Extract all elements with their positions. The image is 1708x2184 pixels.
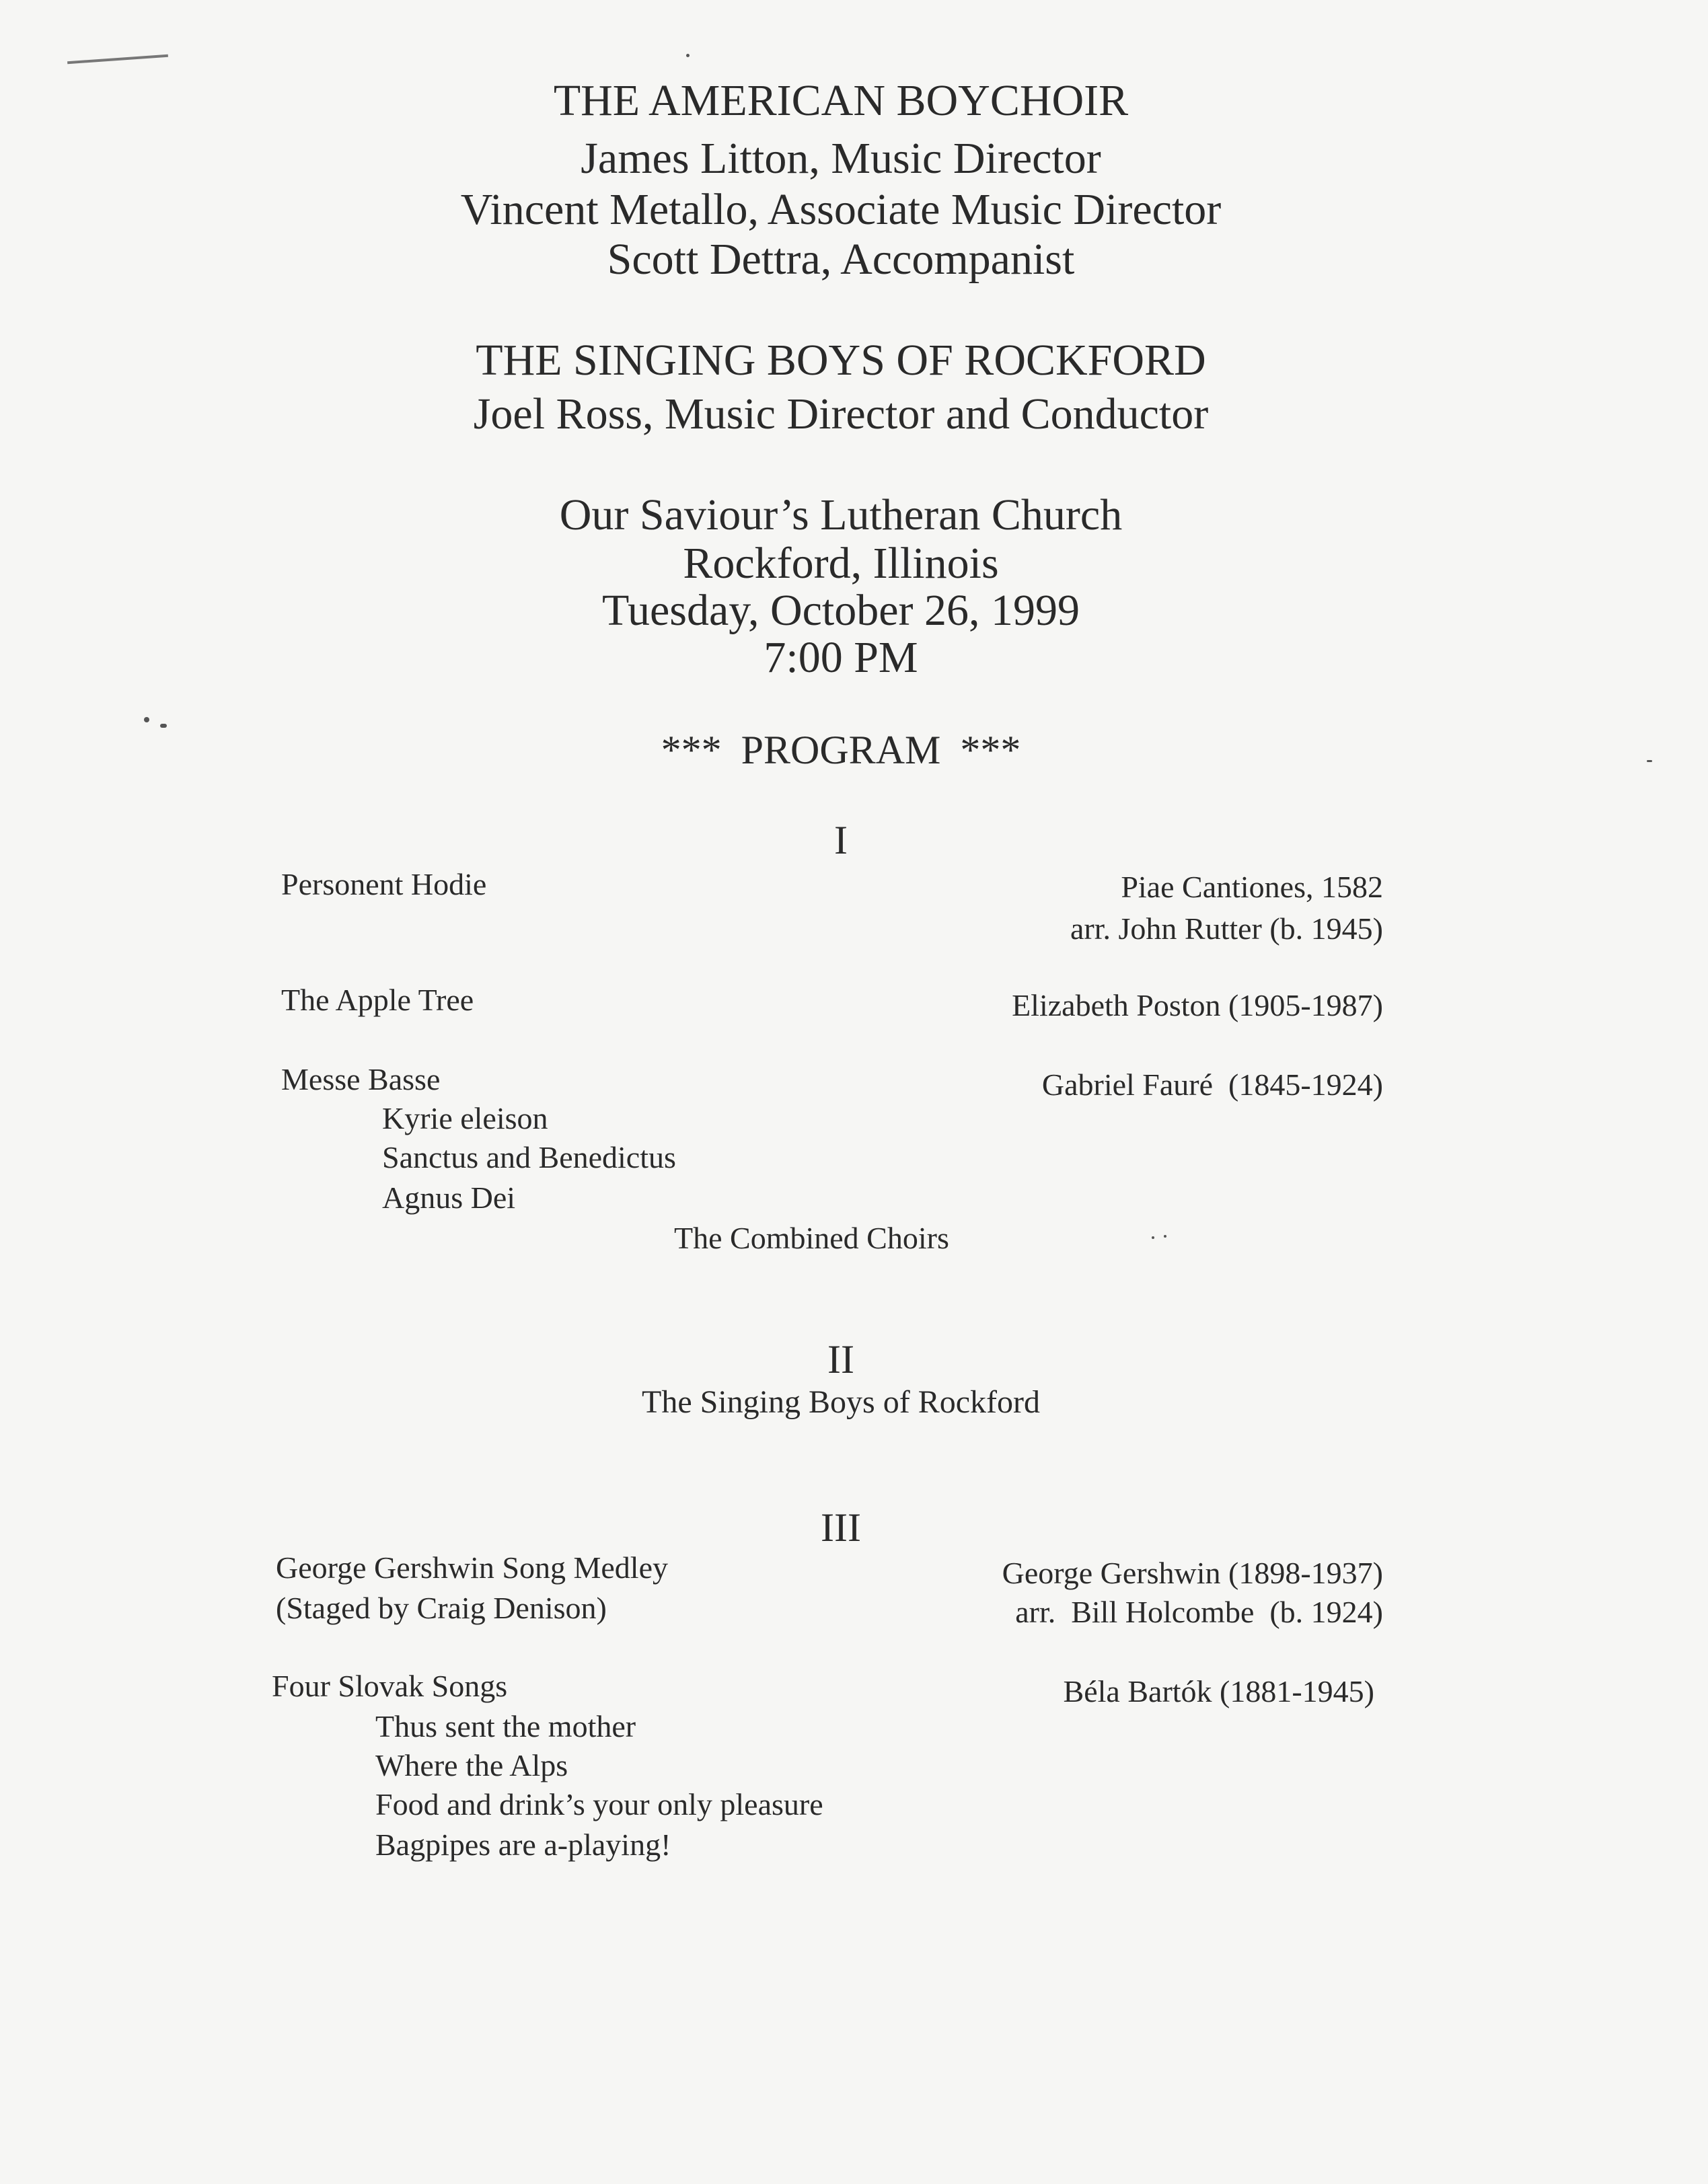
- performer-singing-boys: The Singing Boys of Rockford: [642, 1384, 1040, 1420]
- piece-title-gershwin-medley: George Gershwin Song Medley: [276, 1550, 668, 1585]
- choir1-name: THE AMERICAN BOYCHOIR: [553, 76, 1129, 125]
- scan-speck: [686, 54, 690, 57]
- piece-composer-personent-hodie-2: arr. John Rutter (b. 1945): [1070, 911, 1383, 946]
- piece-composer-personent-hodie-1: Piae Cantiones, 1582: [1121, 870, 1383, 904]
- choir2-director: Joel Ross, Music Director and Conductor: [473, 389, 1209, 439]
- choir1-director: James Litton, Music Director: [581, 134, 1101, 183]
- scan-speck: [1164, 1235, 1166, 1238]
- section-numeral-2: II: [827, 1337, 854, 1382]
- piece-composer-apple-tree: Elizabeth Poston (1905-1987): [1012, 988, 1383, 1022]
- choir1-associate-director: Vincent Metallo, Associate Music Director: [460, 185, 1222, 234]
- venue-date: Tuesday, October 26, 1999: [601, 586, 1080, 635]
- piece-title-messe-basse: Messe Basse: [281, 1062, 441, 1096]
- scan-speck: [144, 717, 149, 722]
- program-heading: *** PROGRAM ***: [661, 728, 1021, 772]
- choir1-accompanist: Scott Dettra, Accompanist: [607, 235, 1075, 284]
- section-numeral-3: III: [821, 1505, 861, 1550]
- piece-title-personent-hodie: Personent Hodie: [281, 867, 487, 901]
- movement-where-alps: Where the Alps: [375, 1748, 568, 1782]
- piece-composer-messe-basse: Gabriel Fauré (1845-1924): [1041, 1067, 1383, 1102]
- venue-place: Our Saviour’s Lutheran Church: [559, 490, 1123, 539]
- scan-speck: [160, 724, 167, 728]
- movement-sanctus: Sanctus and Benedictus: [382, 1140, 676, 1174]
- piece-composer-gershwin-2: arr. Bill Holcombe (b. 1924): [1015, 1595, 1383, 1629]
- movement-bagpipes: Bagpipes are a-playing!: [375, 1828, 671, 1862]
- piece-title-apple-tree: The Apple Tree: [281, 983, 474, 1017]
- piece-subtitle-gershwin-medley: (Staged by Craig Denison): [276, 1591, 607, 1625]
- piece-composer-gershwin-1: George Gershwin (1898-1937): [1002, 1556, 1383, 1590]
- movement-agnus-dei: Agnus Dei: [382, 1180, 516, 1215]
- movement-kyrie: Kyrie eleison: [382, 1101, 548, 1135]
- section-numeral-1: I: [834, 818, 848, 862]
- piece-title-slovak-songs: Four Slovak Songs: [272, 1669, 508, 1703]
- choir2-name: THE SINGING BOYS OF ROCKFORD: [476, 336, 1206, 385]
- scan-mark-top-left: [67, 54, 168, 64]
- scan-speck: [1647, 760, 1652, 762]
- venue-time: 7:00 PM: [764, 633, 918, 682]
- performer-combined-choirs: The Combined Choirs: [674, 1221, 949, 1255]
- movement-thus-sent: Thus sent the mother: [375, 1709, 636, 1743]
- movement-food-drink: Food and drink’s your only pleasure: [375, 1787, 823, 1821]
- piece-composer-bartok: Béla Bartók (1881-1945): [1063, 1674, 1374, 1708]
- scan-speck: [1152, 1236, 1154, 1239]
- venue-city: Rockford, Illinois: [683, 539, 999, 588]
